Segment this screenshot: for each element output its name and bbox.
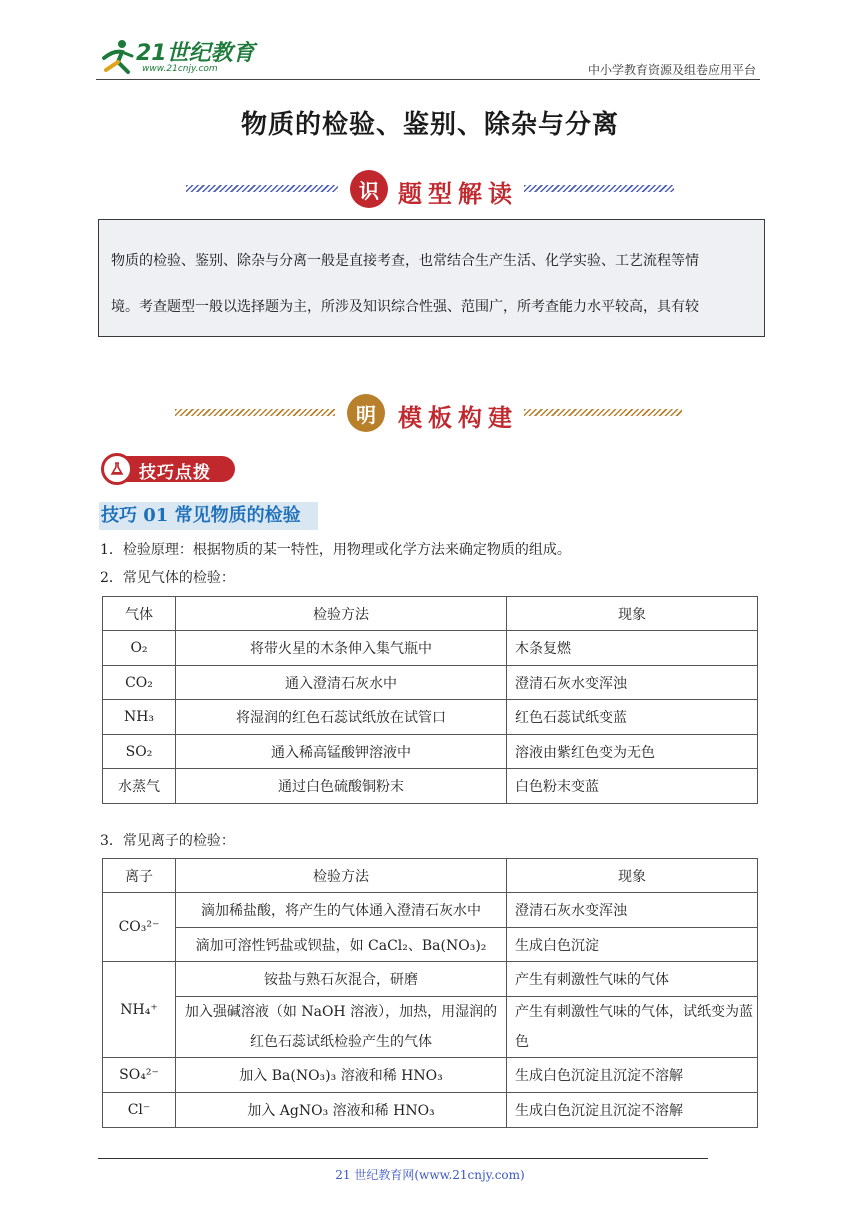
result-cell: 溶液由紫红色变为无色	[507, 735, 758, 769]
table-row	[103, 666, 758, 700]
banner-hatch-left	[186, 185, 338, 192]
result-cell: 生成白色沉淀且沉淀不溶解	[507, 1058, 758, 1093]
header-cell: 检验方法	[176, 597, 507, 631]
intro-box	[98, 219, 765, 337]
result-cell: 产生有刺激性气味的气体，试纸变为蓝色	[507, 997, 758, 1058]
method-cell: 滴加稀盐酸，将产生的气体通入澄清石灰水中	[176, 893, 507, 928]
section-title-interpret: 题型解读	[398, 179, 518, 208]
result-cell: 生成白色沉淀	[507, 928, 758, 962]
ion-cell: SO₄²⁻	[103, 1058, 176, 1093]
section-banner-template	[0, 392, 860, 434]
method-cell: 通入澄清石灰水中	[176, 666, 507, 700]
platform-name: 中小学教育资源及组卷应用平台	[587, 63, 756, 77]
gas-cell: NH₃	[103, 700, 176, 735]
paragraph-ion-heading: 3．常见离子的检验：	[100, 833, 235, 849]
gas-cell: CO₂	[103, 666, 176, 700]
header-cell: 检验方法	[176, 859, 507, 893]
ion-cell: NH₄⁺	[103, 962, 176, 1058]
gas-cell: 水蒸气	[103, 769, 176, 804]
logo-url: www.21cnjy.com	[142, 64, 218, 74]
ion-cell: CO₃²⁻	[103, 893, 176, 962]
table-row	[103, 1058, 758, 1093]
interpret-badge-icon: 识	[350, 170, 388, 208]
result-cell: 白色粉末变蓝	[507, 769, 758, 804]
table-row	[103, 735, 758, 769]
header-cell: 现象	[507, 597, 758, 631]
intro-line-1: 物质的检验、鉴别、除杂与分离一般是直接考查，也常结合生产生活、化学实验、工艺流程等情	[111, 253, 699, 269]
result-cell: 红色石蕊试纸变蓝	[507, 700, 758, 735]
section-banner-interpret	[0, 168, 860, 210]
flask-icon	[101, 453, 133, 485]
logo-text: 21世纪教育	[136, 41, 255, 66]
paragraph-gas-heading: 2．常见气体的检验：	[100, 570, 235, 586]
method-cell: 加入强碱溶液（如 NaOH 溶液），加热，用湿润的红色石蕊试纸检验产生的气体	[176, 997, 507, 1058]
table-row	[103, 997, 758, 1058]
header-cell: 离子	[103, 859, 176, 893]
paragraph-principle: 1．检验原理：根据物质的某一特性，用物理或化学方法来确定物质的组成。	[100, 542, 571, 558]
table-row	[103, 631, 758, 666]
method-cell: 将带火星的木条伸入集气瓶中	[176, 631, 507, 666]
template-badge-icon: 明	[347, 394, 385, 432]
banner-hatch-right	[524, 185, 674, 192]
result-cell: 生成白色沉淀且沉淀不溶解	[507, 1093, 758, 1128]
banner-hatch-left	[175, 409, 335, 416]
header-divider	[96, 79, 760, 80]
method-cell: 将湿润的红色石蕊试纸放在试管口	[176, 700, 507, 735]
table-header-row	[103, 859, 758, 893]
header-cell: 现象	[507, 859, 758, 893]
result-cell: 澄清石灰水变浑浊	[507, 893, 758, 928]
tip-badge-label: 技巧点拨	[139, 463, 211, 483]
site-logo	[96, 36, 266, 80]
tip-badge	[101, 453, 237, 485]
table-row	[103, 769, 758, 804]
gas-test-table	[102, 596, 758, 804]
table-header-row	[103, 597, 758, 631]
ion-cell: Cl⁻	[103, 1093, 176, 1128]
table-row	[103, 1093, 758, 1128]
running-figure-icon	[98, 38, 138, 78]
ion-test-table	[102, 858, 758, 1128]
table-row	[103, 928, 758, 962]
banner-hatch-right	[524, 409, 682, 416]
method-cell: 通过白色硫酸铜粉末	[176, 769, 507, 804]
result-cell: 澄清石灰水变浑浊	[507, 666, 758, 700]
method-cell: 通入稀高锰酸钾溶液中	[176, 735, 507, 769]
method-cell: 滴加可溶性钙盐或钡盐，如 CaCl₂、Ba(NO₃)₂	[176, 928, 507, 962]
method-cell: 加入 AgNO₃ 溶液和稀 HNO₃	[176, 1093, 507, 1128]
gas-cell: O₂	[103, 631, 176, 666]
result-cell: 产生有刺激性气味的气体	[507, 962, 758, 997]
gas-cell: SO₂	[103, 735, 176, 769]
header-cell: 气体	[103, 597, 176, 631]
method-cell: 加入 Ba(NO₃)₃ 溶液和稀 HNO₃	[176, 1058, 507, 1093]
table-row	[103, 962, 758, 997]
footer-link[interactable]: 21 世纪教育网(www.21cnjy.com)	[335, 1168, 525, 1182]
page-title: 物质的检验、鉴别、除杂与分离	[240, 110, 619, 140]
method-cell: 铵盐与熟石灰混合，研磨	[176, 962, 507, 997]
table-row	[103, 893, 758, 928]
table-row	[103, 700, 758, 735]
intro-line-2: 境。考查题型一般以选择题为主，所涉及知识综合性强、范围广，所考查能力水平较高，具有较	[111, 299, 699, 315]
skill-title: 技巧 01 常见物质的检验	[99, 502, 318, 530]
footer-divider	[98, 1158, 708, 1159]
section-title-template: 模板构建	[398, 403, 518, 432]
result-cell: 木条复燃	[507, 631, 758, 666]
